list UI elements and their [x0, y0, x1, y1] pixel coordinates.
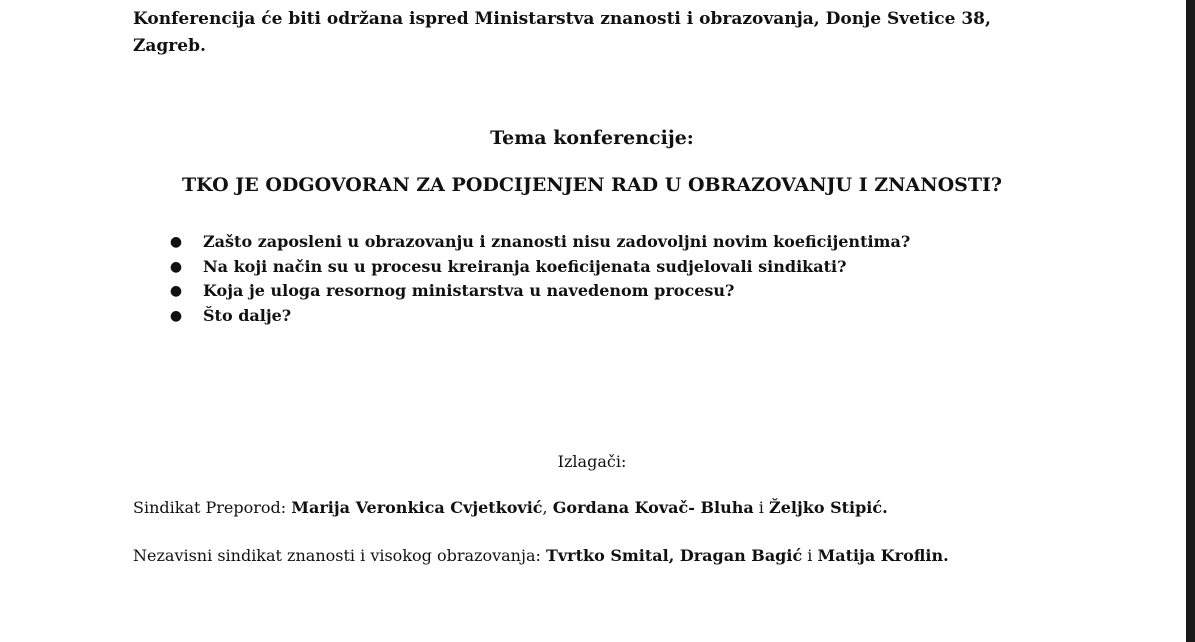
bullet-icon: ● — [169, 283, 183, 299]
speaker-group-preporod — [133, 495, 1051, 521]
separator-text: i — [758, 498, 764, 517]
topic-title: TKO JE ODGOVORAN ZA PODCIJENJEN RAD U OBRAZOVANJU I ZNANOSTI? — [181, 174, 1003, 196]
conference-location-text: Konferencija će biti održana ispred Ministarstva znanosti i obrazovanja, Donje Svetice 38, Zagreb. — [133, 9, 991, 56]
bullet-icon: ● — [169, 234, 183, 250]
list-item — [169, 230, 969, 255]
speakers-heading: Izlagači: — [557, 452, 627, 471]
speaker-name: Marija Veronkica Cvjetković — [291, 498, 543, 517]
speaker-name: Matija Kroflin. — [817, 546, 949, 565]
bullet-icon: ● — [169, 258, 183, 275]
question-list — [169, 230, 969, 328]
question-text: Koja je uloga resornog ministarstva u navedenom procesu? — [203, 281, 735, 300]
bullet-icon: ● — [169, 307, 183, 324]
topic-heading: Tema konferencije: — [490, 127, 694, 149]
union-name: Sindikat Preporod: — [133, 498, 287, 517]
speaker-name: Gordana Kovač- Bluha — [552, 498, 754, 517]
separator-text: , — [542, 498, 548, 517]
speaker-group-nsz — [133, 543, 1051, 569]
question-text: Na koji način su u procesu kreiranja koeficijenata sudjelovali sindikati? — [203, 256, 847, 276]
page-edge-border — [1186, 0, 1195, 642]
list-item — [169, 304, 969, 329]
speaker-name: Željko Stipić. — [769, 498, 888, 517]
union-name: Nezavisni sindikat znanosti i visokog obrazovanja: — [133, 546, 541, 565]
separator-text: i — [807, 546, 813, 565]
speaker-name: Tvrtko Smital, Dragan Bagić — [545, 546, 803, 565]
question-text: Zašto zaposleni u obrazovanju i znanosti nisu zadovoljni novim koeficijentima? — [203, 232, 911, 251]
list-item — [169, 279, 969, 304]
question-text: Što dalje? — [203, 305, 292, 325]
list-item — [169, 255, 969, 280]
